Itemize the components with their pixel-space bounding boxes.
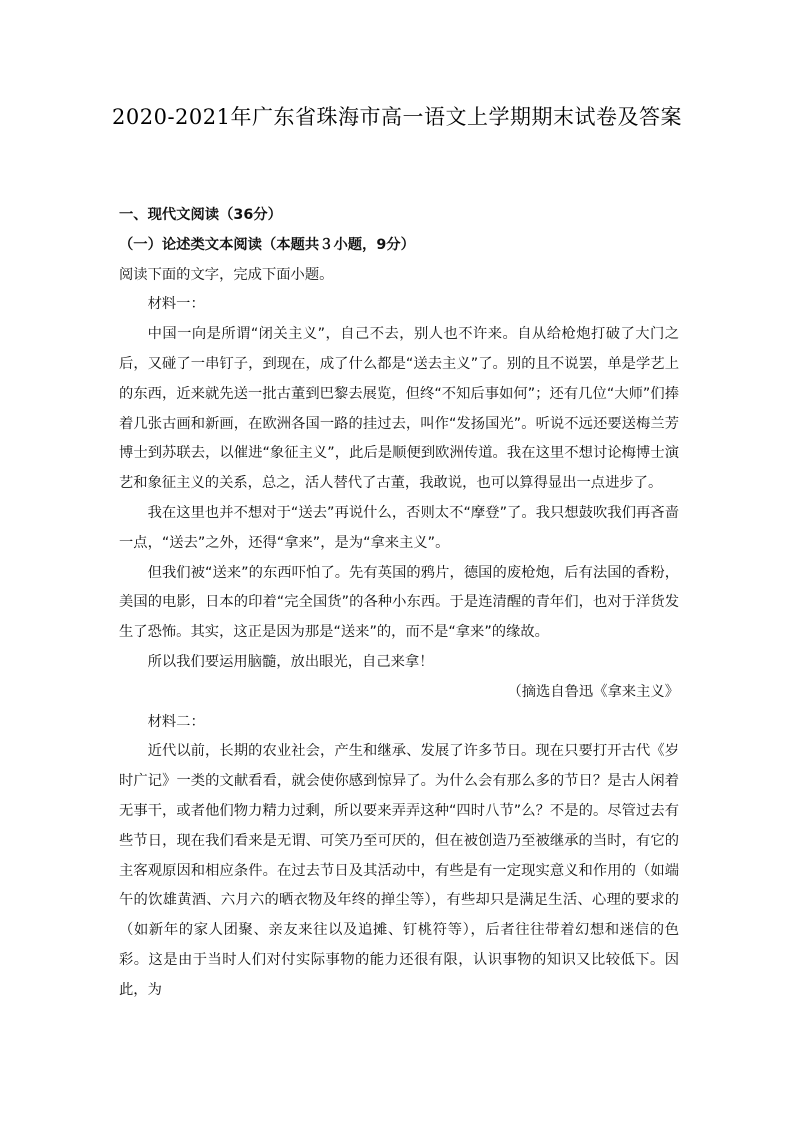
document-body <box>119 201 679 1006</box>
document-title: 2020-2021年广东省珠海市高一语文上学期期末试卷及答案 <box>112 105 682 129</box>
subsection-heading: （一）论述类文本阅读（本题共３小题，9分） <box>119 236 415 253</box>
material1-paragraph: 但我们被“送来”的东西吓怕了。先有英国的鸦片，德国的废枪炮，后有法国的香粉，美国的电影，日本的印着“完全国货”的各种小东西。于是连清醒的青年们，也对于洋货发生了恐怖。其实，这正是因为那是“送来”的，而不是“拿来”的缘故。 <box>119 564 679 641</box>
material1-label: 材料一： <box>147 296 205 313</box>
material2-label: 材料二： <box>147 713 205 730</box>
material2-paragraph: 近代以前，长期的农业社会，产生和继承、发展了许多节日。现在只要打开古代《岁时广记》一类的文献看看，就会使你感到惊异了。为什么会有那么多的节日？是古人闲着无事干，或者他们物力精力过剩，所以要来弄弄这种“四时八节”么？不是的。尽管过去有些节日，现在我们看来是无谓、可笑乃至可厌的，但在被创造乃至被继承的当时，有它的主客观原因和相应条件。在过去节日及其活动中，有些是有一定现实意义和作用的（如端午的饮雄黄酒、六月六的晒衣物及年终的掸尘等），有些却只是满足生活、心理的要求的（如新年的家人团聚、亲友来往以及追摊、钉桃符等），后者往往带着幻想和迷信的色彩。这是由于当时人们对付实际事物的能力还很有限，认识事物的知识又比较低下。因此，为 <box>119 743 679 998</box>
section-heading: 一、现代文阅读（36分） <box>119 207 282 223</box>
material1-source: （摘选自鲁迅《拿来主义》 <box>507 683 679 700</box>
instruction-text: 阅读下面的文字，完成下面小题。 <box>119 266 334 283</box>
material1-paragraph: 我在这里也并不想对于“送去”再说什么，否则太不“摩登”了。我只想鼓吹我们再吝啬一点，“送去”之外，还得“拿来”，是为“拿来主义”。 <box>119 504 679 551</box>
material1-paragraph: 中国一向是所谓“闭关主义”，自己不去，别人也不许来。自从给枪炮打破了大门之后，又碰了一串钉子，到现在，成了什么都是“送去主义”了。别的且不说罢，单是学艺上的东西，近来就先送一批古董到巴黎去展览，但终“不知后事如何”；还有几位“大师”们捧着几张古画和新画，在欧洲各国一路的挂过去，叫作“发扬国光”。听说不远还要送梅兰芳博士到苏联去，以催进“象征主义”，此后是顺便到欧洲传道。我在这里不想讨论梅博士演艺和象征主义的关系，总之，活人替代了古董，我敢说，也可以算得显出一点进步了。 <box>119 326 679 492</box>
material1-paragraph: 所以我们要运用脑髓，放出眼光，自己来拿！ <box>147 653 434 670</box>
